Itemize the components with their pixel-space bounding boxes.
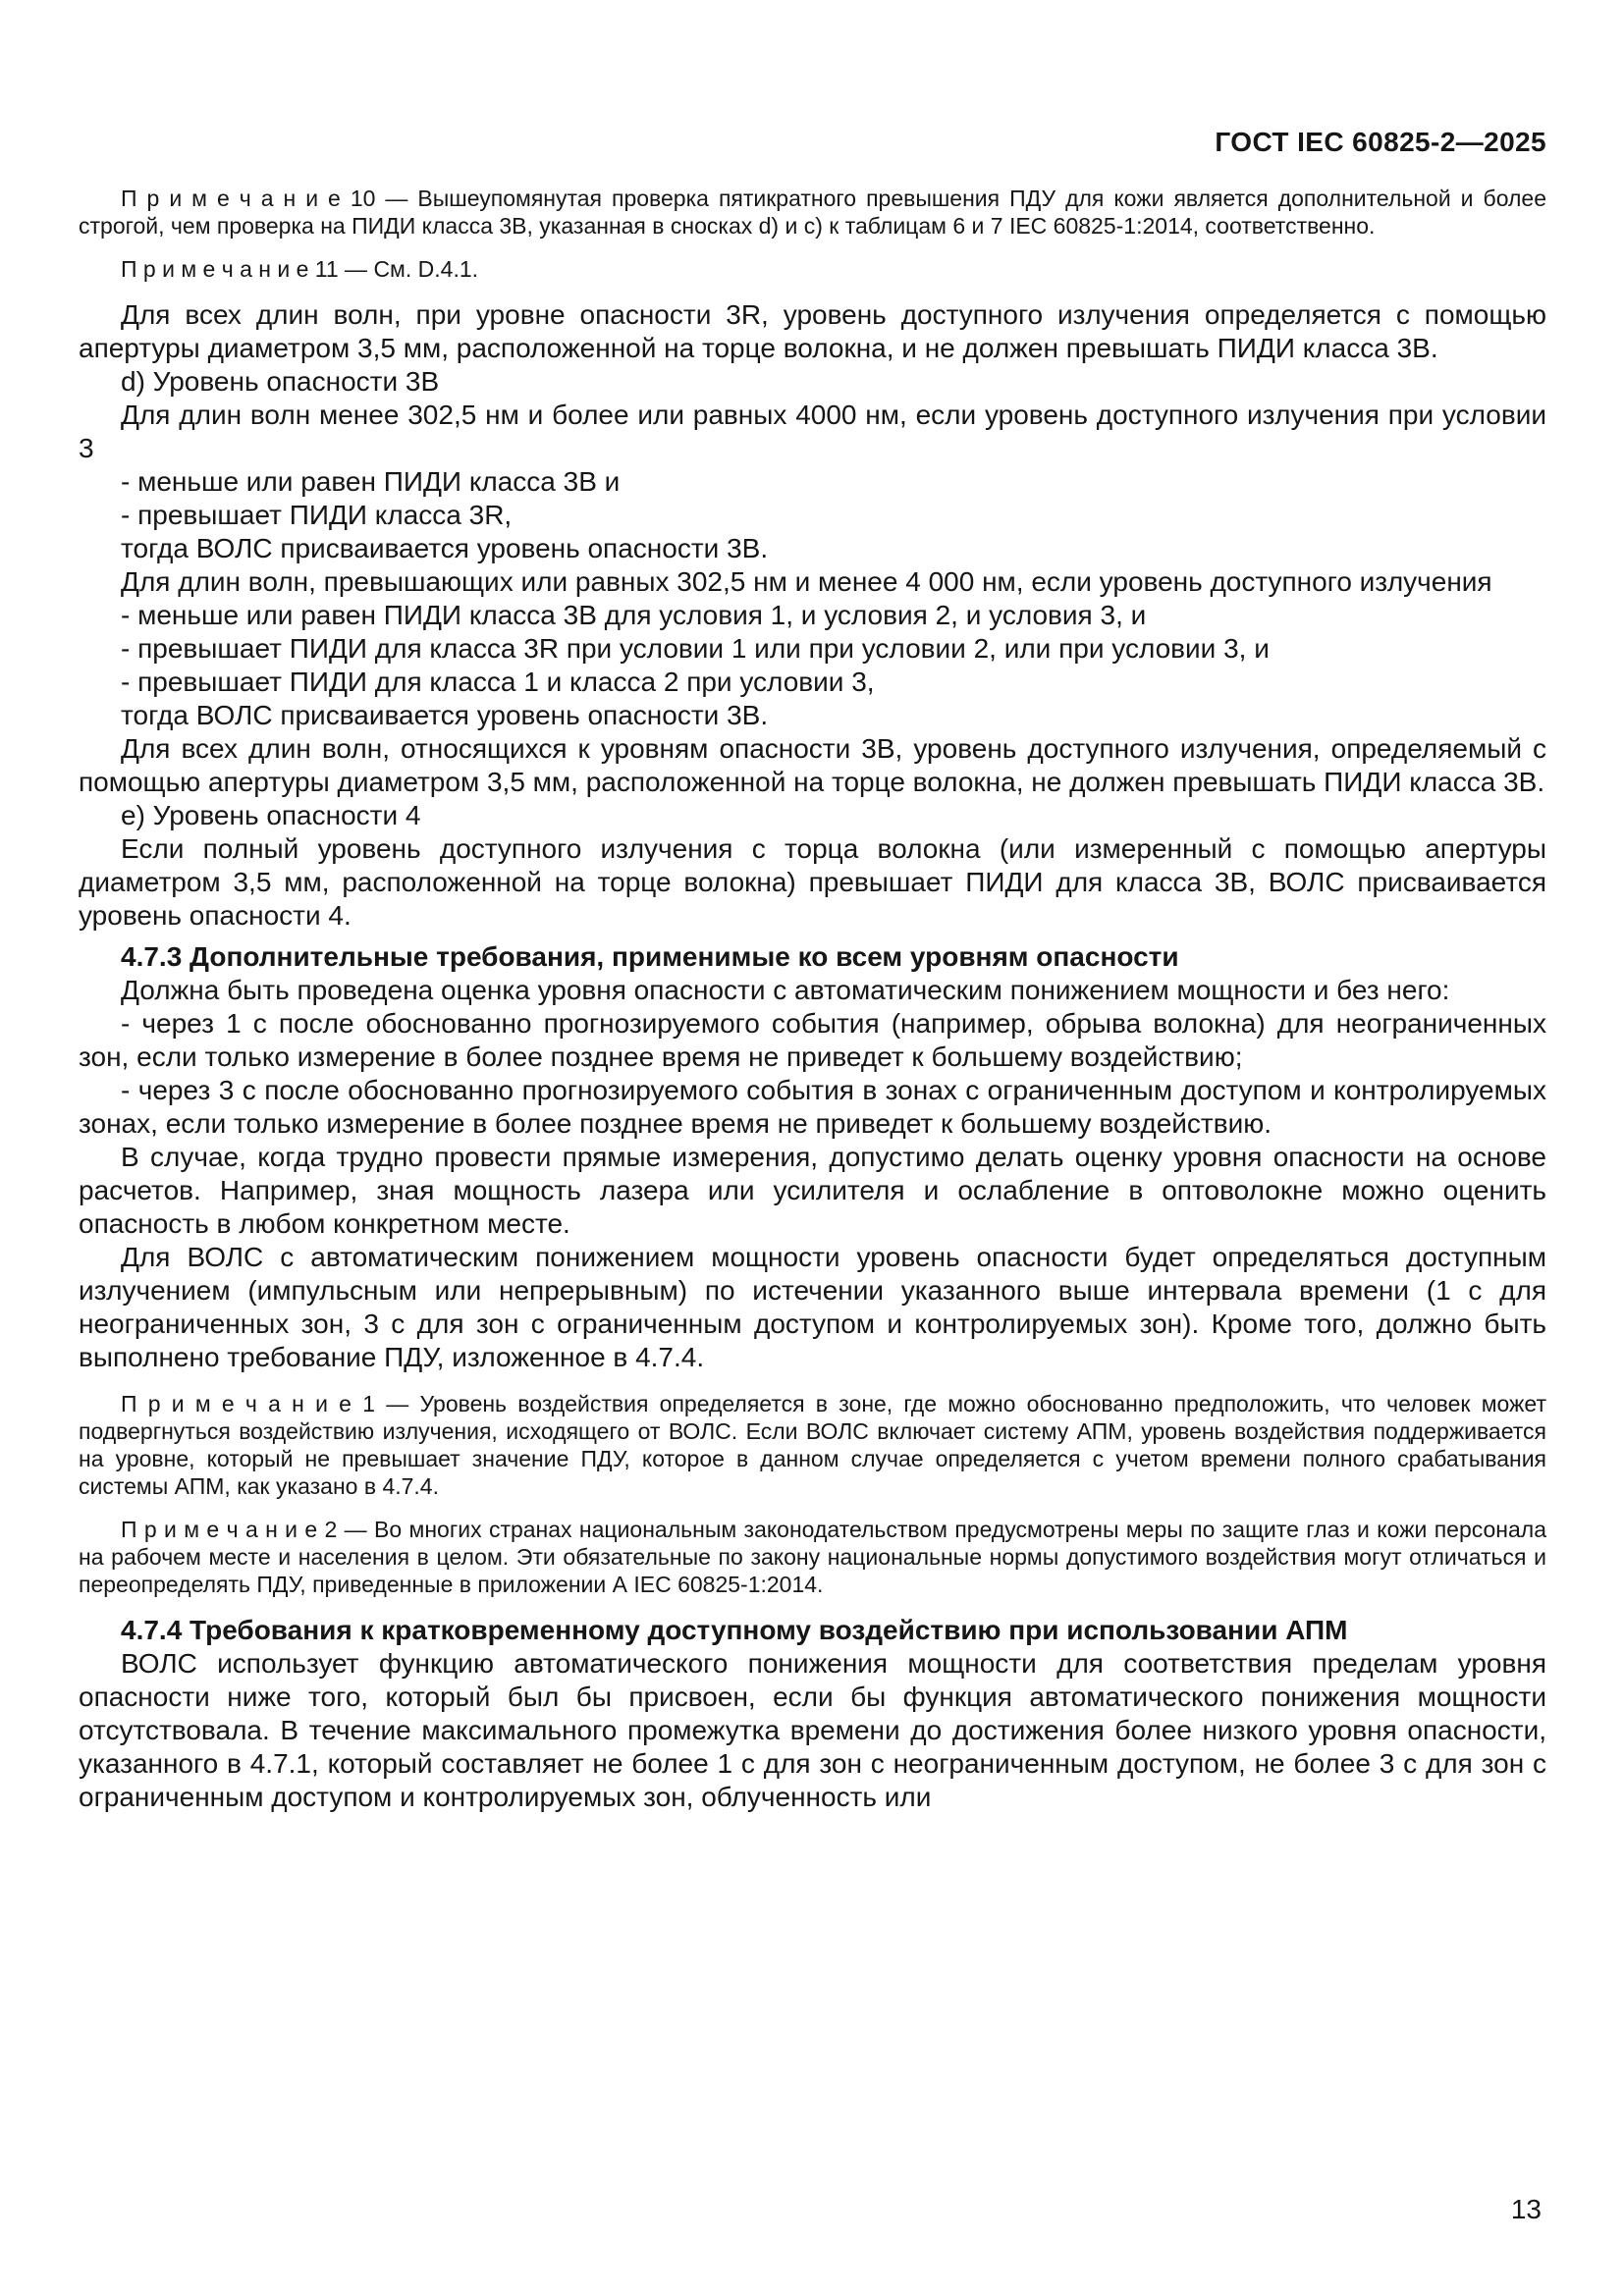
section-heading-4-7-3: 4.7.3 Дополнительные требования, применимые ко всем уровням опасности xyxy=(121,941,1179,972)
body-paragraph: Должна быть проведена оценка уровня опасности с автоматическим понижением мощности и без него: xyxy=(121,975,1450,1005)
note-paragraph: П р и м е ч а н и е 1 — Уровень воздействия определяется в зоне, где можно обоснованно предположить, что человек может подвергнуться воздействию излучения, исходящего от ВОЛС. Если ВОЛС включает систему АПМ, уровень воздействия поддерживается на уровне, который не превышает значение ПДУ, которое в данном случае определяется с учетом времени полного срабатывания системы АПМ, как указано в 4.7.4. xyxy=(79,1391,1546,1499)
body-paragraph: В случае, когда трудно провести прямые измерения, допустимо делать оценку уровня опасности на основе расчетов. Например, зная мощность лазера или усилителя и ослабление в оптоволокне можно оценить опасность в любом конкретном месте. xyxy=(79,1142,1546,1239)
section-heading-4-7-4: 4.7.4 Требования к кратковременному доступному воздействию при использовании АПМ xyxy=(121,1615,1348,1645)
note-paragraph: П р и м е ч а н и е 2 — Во многих странах национальным законодательством предусмотрены меры по защите глаз и кожи персонала на рабочем месте и населения в целом. Эти обязательные по закону национальные нормы допустимого воздействия могут отличаться и переопределять ПДУ, приведенные в приложении А IEC 60825-1:2014. xyxy=(79,1517,1546,1597)
document-code-header: ГОСТ IEC 60825-2—2025 xyxy=(1215,127,1546,157)
list-label-d: d) Уровень опасности 3В xyxy=(121,366,440,397)
note-paragraph: П р и м е ч а н и е 10 — Вышеупомянутая проверка пятикратного превышения ПДУ для кожи является дополнительной и более строгой, чем проверка на ПИДИ класса 3В, указанная в сносках d) и с) к таблицам 6 и 7 IEC 60825-1:2014, соответственно. xyxy=(79,186,1546,239)
document-body xyxy=(79,185,1546,1814)
dash-list-item: - через 3 с после обоснованно прогнозируемого события в зонах с ограниченным доступом и контролируемых зонах, если только измерение в более позднее время не приведет к большему воздействию. xyxy=(79,1075,1546,1139)
dash-list-item: - через 1 с после обоснованно прогнозируемого события (например, обрыва волокна) для неограниченных зон, если только измерение в более позднее время не приведет к большему воздействию; xyxy=(79,1008,1546,1072)
body-paragraph: Для длин волн, превышающих или равных 302,5 нм и менее 4 000 нм, если уровень доступного излучения xyxy=(121,566,1492,597)
body-paragraph: Для всех длин волн, относящихся к уровням опасности 3В, уровень доступного излучения, определяемый с помощью апертуры диаметром 3,5 мм, расположенной на торце волокна, не должен превышать ПИДИ класса 3В. xyxy=(79,733,1546,797)
dash-list-item: - превышает ПИДИ для класса 3R при условии 1 или при условии 2, или при условии 3, и xyxy=(121,633,1270,664)
note-paragraph: П р и м е ч а н и е 11 — См. D.4.1. xyxy=(121,256,479,282)
dash-list-item: - меньше или равен ПИДИ класса 3В и xyxy=(121,466,621,497)
body-paragraph: Для всех длин волн, при уровне опасности 3R, уровень доступного излучения определяется с помощью апертуры диаметром 3,5 мм, расположенной на торце волокна, и не должен превышать ПИДИ класса 3В. xyxy=(79,299,1546,363)
list-label-e: е) Уровень опасности 4 xyxy=(121,800,421,830)
dash-list-item: - меньше или равен ПИДИ класса 3В для условия 1, и условия 2, и условия 3, и xyxy=(121,600,1147,630)
body-paragraph: Для ВОЛС с автоматическим понижением мощности уровень опасности будет определяться доступным излучением (импульсным или непрерывным) по истечении указанного выше интервала времени (1 с для неограниченных зон, 3 с для зон с ограниченным доступом и контролируемых зон). Кроме того, должно быть выполнено требование ПДУ, изложенное в 4.7.4. xyxy=(79,1242,1546,1372)
page-number: 13 xyxy=(1510,2194,1542,2224)
body-paragraph: тогда ВОЛС присваивается уровень опасности 3В. xyxy=(121,533,769,563)
body-paragraph: Если полный уровень доступного излучения с торца волокна (или измеренный с помощью апертуры диаметром 3,5 мм, расположенной на торце волокна) превышает ПИДИ для класса 3В, ВОЛС присваивается уровень опасности 4. xyxy=(79,833,1546,931)
body-paragraph: тогда ВОЛС присваивается уровень опасности 3В. xyxy=(121,700,769,730)
dash-list-item: - превышает ПИДИ класса 3R, xyxy=(121,500,513,530)
body-paragraph: Для длин волн менее 302,5 нм и более или равных 4000 нм, если уровень доступного излучения при условии 3 xyxy=(79,400,1546,463)
dash-list-item: - превышает ПИДИ для класса 1 и класса 2 при условии 3, xyxy=(121,667,875,697)
body-paragraph: ВОЛС использует функцию автоматического понижения мощности для соответствия пределам уровня опасности ниже того, который был бы присвоен, если бы функция автоматического понижения мощности отсутствовала. В течение максимального промежутка времени до достижения более низкого уровня опасности, указанного в 4.7.1, который составляет не более 1 с для зон с неограниченным доступом, не более 3 с для зон с ограниченным доступом и контролируемых зон, облученность или xyxy=(79,1648,1546,1812)
